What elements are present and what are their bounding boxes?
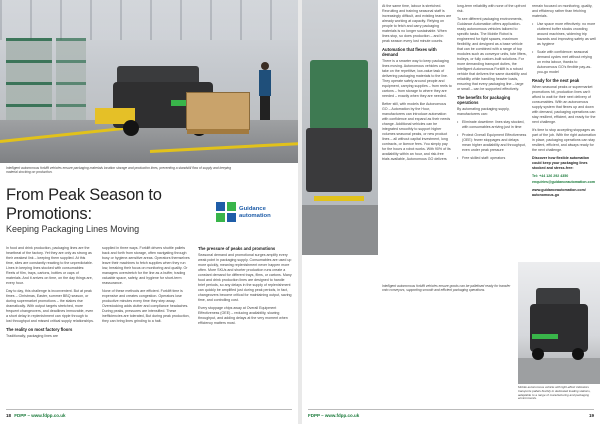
floor-stripe xyxy=(314,196,364,201)
section-heading: The pressure of peaks and promotions xyxy=(198,246,276,251)
bullet-item: • Scale with confidence: seasonal demand cycles met without relying on extra labour, thanks to Autonomous GO's flexible pay-as-you-go model xyxy=(532,50,596,75)
racking-mid xyxy=(56,38,86,133)
floor xyxy=(518,358,600,384)
footer-link[interactable]: FDPP – www.fdpp.co.uk xyxy=(308,413,360,418)
article-subtitle: Keeping Packaging Lines Moving xyxy=(6,224,140,234)
left-footer xyxy=(6,413,66,418)
vehicle-caption: Mobile autonomous vehicle with light-effect indicators transports pallets flexibly to dedicated loading stations, adaptable to a range of manufacturing and packaging environments. xyxy=(518,385,591,401)
floor xyxy=(302,205,378,255)
bullet-item: • Use space more effectively: no more cluttered buffer stocks crowding around machines, widening trip hazards and improving safety as well as hygiene xyxy=(532,22,596,47)
paragraph: By automating packaging supply, manufacturers can: xyxy=(457,107,510,116)
left-page xyxy=(0,0,298,424)
mobile-robot-photo xyxy=(302,0,378,255)
bullet-item: • Eliminate downtime: lines stay stocked, with consumables arriving just in time xyxy=(457,120,527,130)
worker-figure xyxy=(258,62,272,120)
article-title: From Peak Season to Promotions: xyxy=(6,186,162,223)
footer-rule xyxy=(6,409,292,410)
vehicle-wheel xyxy=(532,348,544,360)
forklift-warehouse-photo xyxy=(0,0,298,163)
paragraph: Better still, with models like Autonomous GO – Automation by the Hour, manufacturers can introduce automation with confidence and expand as their needs change. Additional vehicles can be integrated smoothly to support higher volumes seasonal peaks, or new product lines – all without capital investment, long contracts, or licence fees. You simply pay for the hours a robot works. With 90% of its availability within an hour, and risk-free trials available, Autonomous GO delivers xyxy=(382,102,451,161)
right-page xyxy=(302,0,600,424)
right-page-number: 19 xyxy=(588,413,594,418)
paragraph: Every stoppage chips away at Overall Equipment Effectiveness (OEE) – reducing availability, slowing throughput, and adding delays at the very moment when efficiency matters most. xyxy=(198,306,288,325)
robot-green-load xyxy=(310,60,368,130)
footer-rule xyxy=(308,409,594,410)
section-heading: The benefits for packaging operations xyxy=(457,95,511,105)
autonomous-vehicle-photo xyxy=(518,262,600,384)
vehicle-light-strip xyxy=(532,334,558,339)
left-column-1 xyxy=(6,246,94,342)
logo-text-line2: automation xyxy=(239,213,271,219)
paragraph: There is a smarter way to keep packaging lines moving. Autonomous vehicles can take on the repetitive, low-value task of delivering packaging materials to the line. They operate safely around people and equipment, carrying supplies – from reels to cartons – from storage to where they are needed – exactly when they are needed. xyxy=(382,59,452,98)
vehicle-body xyxy=(530,304,588,352)
footer-link[interactable]: FDPP – www.fdpp.co.uk xyxy=(14,413,66,418)
right-column-3 xyxy=(532,4,596,201)
section-heading: Ready for the next peak xyxy=(532,78,580,83)
vehicle-wheel xyxy=(572,348,584,360)
paragraph: remain focused on monitoring, quality, and efficiency rather than fetching materials. xyxy=(532,4,593,18)
paragraph: To see different packaging environments, Guidance Automation offers application-ready autonomous vehicles tailored to specific tasks. The Mobile Robot is engineered for tight spaces, maximum flexibility, and designed as a base vehicle that can be combined with a range of top modules such as conveyor units, tote lifters, trolleys, or fully custom-built solutions. For more demanding transport duties, the Intelligent Autonomous Forklift is a robust vehicle that delivers the same durability and reliability while handling heavier loads, ensuring that every packaging line – large or small – can be supported effectively. xyxy=(457,17,527,91)
cta-text: Discover how flexible automation could keep your packaging lines stocked and stress-free: xyxy=(532,156,590,170)
section-heading: The reality on most factory floors xyxy=(6,327,73,332)
section-heading: Automation that flexes with demand xyxy=(382,47,437,57)
bullet-item: • Free skilled staff: operators xyxy=(457,156,527,161)
right-column-2 xyxy=(457,4,527,164)
robot-cart-body xyxy=(306,128,372,192)
photo-caption: Intelligent autonomous forklift vehicles ensure packaging materials location storage and production lines, preventing a standstill flow of supply and keeping material stocking on production. xyxy=(6,166,232,175)
bullet-item: • Protect Overall Equipment Effectiveness (OEE): fewer stoppages and delays mean higher availability and throughput, even under peak pressure xyxy=(457,133,527,153)
paragraph: In food and drink production, packaging lines are the heartbeat of the factory. Yet they are only as strong as their weakest link – keeping them supplied. At this time, sites are constantly reacting to the unpredictable. Lines in keeping lines stocked with consumables: Reels of film, trays, cartons, bottles or caps of materials. And it arrives on time, on the day things are, every hour. xyxy=(6,246,93,285)
left-column-2 xyxy=(102,246,190,327)
paragraph: When seasonal peaks or supermarket promotions hit, production lines can't afford to wait for their next delivery of consumables. With an autonomous supply system that flexes up and down with demand, packaging operations can stay resilient, efficient, and ready for the next challenge. xyxy=(532,85,596,124)
right-column-1 xyxy=(382,4,452,165)
pallet-load xyxy=(186,92,250,130)
logo-text-line1: Guidance xyxy=(239,206,266,212)
paragraph: At the same time, labour is stretched. Recruiting and training seasonal staff is increasingly difficult, and existing teams are already working at capacity. Relying on people to fetch and carry packaging materials is no longer sustainable. When lines stop, so does production – and in peak season every lost minute counts. xyxy=(382,4,452,43)
ceiling-lights xyxy=(0,0,298,40)
contact-email[interactable]: enquiries@guidanceautomation.com xyxy=(532,180,596,184)
forklift-wheel xyxy=(123,120,139,136)
contact-phone[interactable]: Tel: +44 126 292 4350 xyxy=(532,174,569,178)
right-footer xyxy=(308,413,359,418)
contact-website[interactable]: www.guidanceautomation.com/ xyxy=(532,188,586,192)
left-column-3 xyxy=(198,246,292,329)
figure-caption: Intelligent autonomous forklift vehicles ensure goods can be palletised ready for transfer onto conveyors, supporting smooth and efficient packaging operations. xyxy=(382,284,511,293)
page-number: 18 xyxy=(6,413,12,418)
guidance-automation-logo xyxy=(216,202,296,230)
racking-left xyxy=(6,38,52,133)
paragraph: long-term reliability with none of the upfront risk. xyxy=(457,4,526,13)
paragraph: It's time to stop accepting stoppages as part of the job. With the right automation in place, packaging operations can stay resilient, efficient, and always ready for the next challenge. xyxy=(532,128,596,152)
contact-website-path[interactable]: autonomous-go xyxy=(532,193,560,197)
paragraph: Traditionally, packaging lines are xyxy=(6,334,58,338)
paragraph: None of these methods are efficient. Forklift time is expensive and creates congestion. Operators lose productive minutes every time they step away. Overstocking adds clutter and compliance headaches. During peaks, pressures are intensified. These inefficiencies are tolerated, But during peak production, they can bring lines grinding to a halt. xyxy=(102,289,190,323)
paragraph: Day to day, this challenge is inconvenient. But at peak times – Christmas, Easter, summer BBQ season, or during supermarket promotions – the stakes rise dramatically. With output targets stretched, more frequent changeovers, and deadlines immovable, even a short delay in replenishment can ripple through to lost throughput and missed critical supply relationships. xyxy=(6,289,94,323)
paragraph: Seasonal demand and promotional surges amplify every weak point in packaging supply. Consumables are used up more quickly, meaning replenishment never happen more often. More SKUs and shorter production runs create a constant demand for different trays, films, or cartons. Many food and drink production lines are designed to handle brief periods, so any delays in the supply of replenishment can quickly be amplified just during peak periods, in fact, changeovers become critical for maintaining output, saving time, and controlling cost. xyxy=(198,253,292,302)
guidance-logo-icon xyxy=(216,202,237,223)
paragraph: supplied in three ways. Forklift drivers shuttle pallets back and forth from storage, often navigating through busy or hygiene-sensitive areas. Operators themselves leave their machines to fetch supplies when they run low, breaking their focus on monitoring and quality. Or managers overstretch for the line as a buffer, trading valuable space, safety, and hygiene for short-term reassurance. xyxy=(102,246,190,285)
